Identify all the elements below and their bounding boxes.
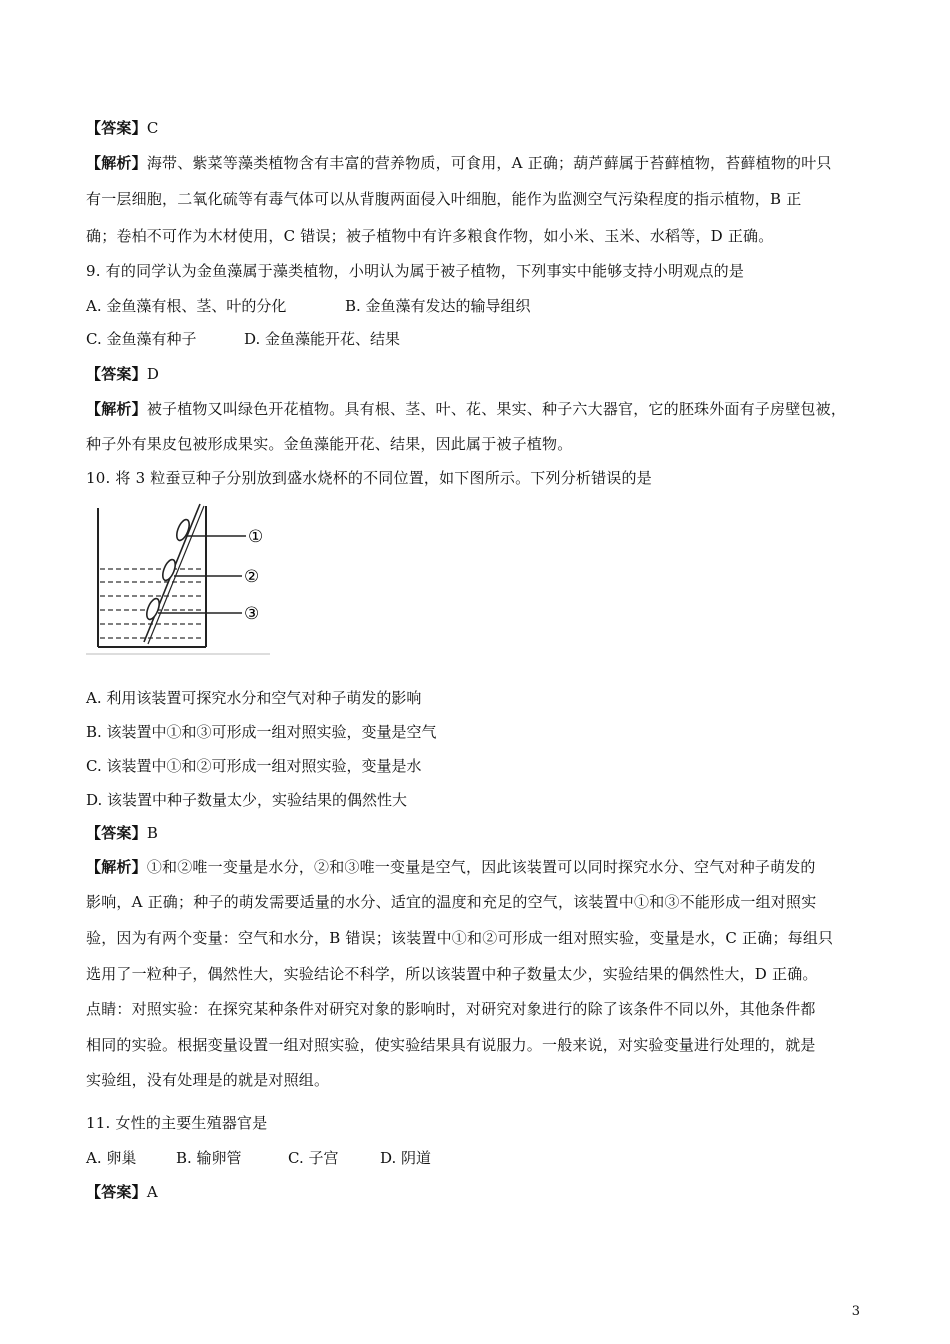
analysis-label: 【解析】 — [86, 400, 147, 418]
q11-stem: 11. 女性的主要生殖器官是 — [86, 1114, 268, 1132]
q10-analysis-line-4: 选用了一粒种子，偶然性大，实验结论不科学，所以该装置中种子数量太少，实验结果的偶然性大，D 正确。 — [86, 965, 818, 983]
analysis-label: 【解析】 — [86, 154, 147, 172]
q11-option-a: A. 卵巢 — [86, 1149, 137, 1167]
q10-answer — [86, 823, 158, 843]
glass-rod-edge — [148, 506, 204, 644]
q9-option-a: A. 金鱼藻有根、茎、叶的分化 — [86, 297, 287, 315]
q9-option-b: B. 金鱼藻有发达的输导组织 — [345, 297, 531, 315]
answer-label: 【答案】 — [86, 1183, 147, 1201]
q9-analysis-line-2: 种子外有果皮包被形成果实。金鱼藻能开花、结果，因此属于被子植物。 — [86, 435, 573, 453]
answer-value: C — [146, 119, 159, 137]
q10-analysis-line-1 — [86, 857, 816, 877]
answer-value: B — [146, 824, 159, 842]
q10-option-c: C. 该装置中①和②可形成一组对照实验，变量是水 — [86, 757, 422, 775]
q8-analysis-line-1 — [86, 153, 832, 173]
label-1: ① — [248, 527, 264, 547]
q10-analysis-line-3: 验，因为有两个变量：空气和水分，B 错误；该装置中①和②可形成一组对照实验，变量是水，C 正确；每组只 — [86, 929, 834, 947]
seed-1 — [174, 518, 192, 542]
beaker-diagram — [86, 500, 276, 660]
q9-stem: 9. 有的同学认为金鱼藻属于藻类植物，小明认为属于被子植物，下列事实中能够支持小明观点的是 — [86, 262, 745, 280]
q10-analysis-line-7: 实验组，没有处理是的就是对照组。 — [86, 1071, 330, 1089]
label-2: ② — [244, 567, 260, 587]
q9-answer — [86, 364, 159, 384]
answer-value: A — [146, 1183, 158, 1201]
q11-answer — [86, 1182, 158, 1202]
answer-label: 【答案】 — [86, 119, 147, 137]
q8-analysis-line-2: 有一层细胞，二氧化硫等有毒气体可以从背腹两面侵入叶细胞，能作为监测空气污染程度的指示植物，B 正 — [86, 190, 802, 208]
q8-analysis-line-3: 确；卷柏不可作为木材使用，C 错误；被子植物中有许多粮食作物，如小米、玉米、水稻等，D 正确。 — [86, 227, 774, 245]
q11-option-c: C. 子宫 — [288, 1149, 339, 1167]
answer-label: 【答案】 — [86, 365, 147, 383]
answer-label: 【答案】 — [86, 824, 147, 842]
analysis-text: ①和②唯一变量是水分，②和③唯一变量是空气，因此该装置可以同时探究水分、空气对种子萌发的 — [146, 858, 816, 876]
analysis-text: 海带、紫菜等藻类植物含有丰富的营养物质，可食用，A 正确；葫芦藓属于苔藓植物，苔藓植物的叶只 — [146, 154, 832, 172]
q10-option-a: A. 利用该装置可探究水分和空气对种子萌发的影响 — [86, 689, 422, 707]
q9-option-c: C. 金鱼藻有种子 — [86, 330, 197, 348]
q8-answer — [86, 118, 159, 138]
q9-option-d: D. 金鱼藻能开花、结果 — [244, 330, 401, 348]
q10-option-d: D. 该装置中种子数量太少，实验结果的偶然性大 — [86, 791, 408, 809]
label-3: ③ — [244, 604, 260, 624]
q10-stem: 10. 将 3 粒蚕豆种子分别放到盛水烧杯的不同位置，如下图所示。下列分析错误的是 — [86, 469, 652, 487]
q11-option-b: B. 输卵管 — [176, 1149, 242, 1167]
answer-value: D — [146, 365, 160, 383]
q9-analysis-line-1 — [86, 399, 846, 419]
q10-analysis-line-2: 影响，A 正确；种子的萌发需要适量的水分、适宜的温度和充足的空气，该装置中①和③不能形成一组对照实 — [86, 893, 817, 911]
q11-option-d: D. 阴道 — [380, 1149, 432, 1167]
analysis-text: 被子植物又叫绿色开花植物。具有根、茎、叶、花、果实、种子六大器官，它的胚珠外面有子房壁包被， — [146, 400, 847, 418]
q10-option-b: B. 该装置中①和③可形成一组对照实验，变量是空气 — [86, 723, 437, 741]
analysis-label: 【解析】 — [86, 858, 147, 876]
q10-analysis-line-6: 相同的实验。根据变量设置一组对照实验，使实验结果具有说服力。一般来说，对实验变量进行处理的，就是 — [86, 1036, 816, 1054]
q10-analysis-line-5: 点睛：对照实验：在探究某种条件对研究对象的影响时，对研究对象进行的除了该条件不同以外，其他条件都 — [86, 1000, 816, 1018]
page-number: 3 — [851, 1304, 860, 1319]
